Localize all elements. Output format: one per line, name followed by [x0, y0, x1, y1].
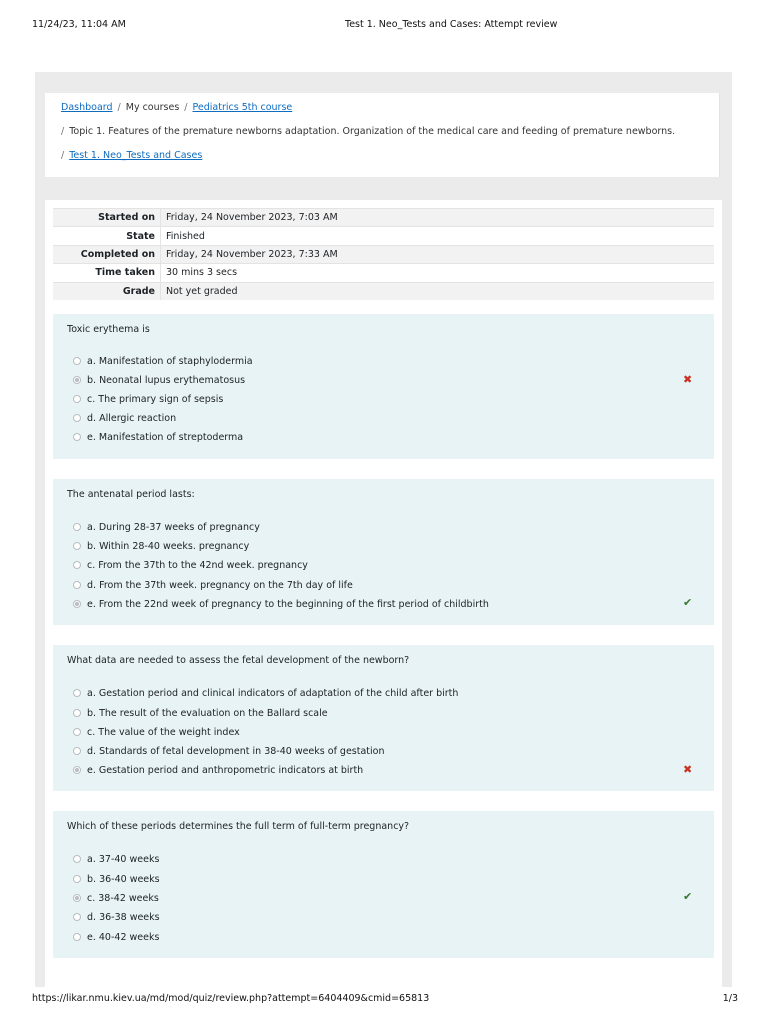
- summary-label: Completed on: [53, 245, 161, 263]
- answer-label: d. From the 37th week. pregnancy on the 7th day of life: [87, 580, 353, 591]
- print-datetime: 11/24/23, 11:04 AM: [32, 19, 126, 30]
- question-2: [53, 479, 714, 625]
- answer-option[interactable]: [73, 854, 159, 870]
- radio-button-selected[interactable]: [73, 766, 81, 774]
- breadcrumb-line-1: [61, 102, 292, 113]
- breadcrumb-course-link[interactable]: Pediatrics 5th course: [192, 102, 293, 113]
- question-1: [53, 314, 714, 459]
- radio-button[interactable]: [73, 542, 81, 550]
- radio-button[interactable]: [73, 581, 81, 589]
- answer-option[interactable]: [73, 560, 308, 576]
- answer-option[interactable]: [73, 708, 328, 724]
- radio-button-selected[interactable]: [73, 894, 81, 902]
- check-icon: ✔: [683, 890, 693, 903]
- answer-label: e. 40-42 weeks: [87, 932, 160, 943]
- answer-option[interactable]: [73, 394, 223, 410]
- radio-button[interactable]: [73, 747, 81, 755]
- radio-button[interactable]: [73, 855, 81, 863]
- answer-label: c. The primary sign of sepsis: [87, 394, 224, 405]
- answer-label: d. 36-38 weeks: [87, 912, 160, 923]
- answer-option[interactable]: [73, 599, 489, 615]
- breadcrumb-topic: Topic 1. Features of the premature newborns adaptation. Organization of the medical care and feeding of premature newborns.: [69, 126, 676, 137]
- answer-label: a. Gestation period and clinical indicators of adaptation of the child after birth: [87, 688, 459, 699]
- print-title: Test 1. Neo_Tests and Cases: Attempt review: [345, 19, 558, 30]
- radio-button[interactable]: [73, 561, 81, 569]
- breadcrumb-separator: /: [61, 150, 65, 161]
- breadcrumb-my-courses: My courses: [125, 102, 180, 113]
- attempt-summary-table: [53, 208, 714, 300]
- radio-button-selected[interactable]: [73, 600, 81, 608]
- answer-label: e. From the 22nd week of pregnancy to the beginning of the first period of childbirth: [87, 599, 489, 610]
- radio-button[interactable]: [73, 414, 81, 422]
- answer-label: c. The value of the weight index: [87, 727, 240, 738]
- summary-row: [53, 282, 714, 300]
- print-header: [32, 19, 738, 33]
- answer-option[interactable]: [73, 356, 253, 372]
- answer-label: e. Gestation period and anthropometric indicators at birth: [87, 765, 364, 776]
- answer-label: c. From the 37th to the 42nd week. pregnancy: [87, 560, 308, 571]
- question-text: What data are needed to assess the fetal development of the newborn?: [67, 655, 410, 666]
- answer-label: a. During 28-37 weeks of pregnancy: [87, 522, 260, 533]
- answer-option[interactable]: [73, 746, 385, 762]
- answer-label: b. The result of the evaluation on the Ballard scale: [87, 708, 328, 719]
- attempt-review-content: [45, 200, 722, 987]
- answer-label: d. Allergic reaction: [87, 413, 177, 424]
- summary-value: Finished: [161, 227, 715, 245]
- radio-button[interactable]: [73, 395, 81, 403]
- answer-option[interactable]: [73, 541, 249, 557]
- summary-value: Friday, 24 November 2023, 7:33 AM: [161, 245, 715, 263]
- breadcrumb-line-2: [61, 126, 675, 137]
- answer-label: a. 37-40 weeks: [87, 854, 160, 865]
- print-footer: [32, 993, 738, 1007]
- breadcrumb-separator: /: [184, 102, 188, 113]
- summary-row: [53, 227, 714, 245]
- radio-button[interactable]: [73, 913, 81, 921]
- answer-option[interactable]: [73, 874, 160, 890]
- answer-label: c. 38-42 weeks: [87, 893, 159, 904]
- summary-value: Not yet graded: [161, 282, 715, 300]
- radio-button[interactable]: [73, 933, 81, 941]
- radio-button[interactable]: [73, 728, 81, 736]
- answer-option[interactable]: [73, 932, 159, 948]
- check-icon: ✔: [683, 596, 693, 609]
- answer-option[interactable]: [73, 413, 176, 429]
- summary-label: Grade: [53, 282, 161, 300]
- question-text: Which of these periods determines the full term of full-term pregnancy?: [67, 821, 410, 832]
- radio-button[interactable]: [73, 875, 81, 883]
- answer-option[interactable]: [73, 893, 159, 909]
- print-url: https://likar.nmu.kiev.ua/md/mod/quiz/review.php?attempt=6404409&cmid=65813: [32, 993, 430, 1004]
- answer-label: e. Manifestation of streptoderma: [87, 432, 244, 443]
- breadcrumb-separator: /: [61, 126, 65, 137]
- answer-option[interactable]: [73, 580, 353, 596]
- summary-label: Time taken: [53, 264, 161, 282]
- radio-button[interactable]: [73, 709, 81, 717]
- question-text: The antenatal period lasts:: [67, 489, 195, 500]
- answer-option[interactable]: [73, 375, 245, 391]
- breadcrumb-line-3: [61, 150, 202, 161]
- summary-label: State: [53, 227, 161, 245]
- question-4: [53, 811, 714, 958]
- answer-option[interactable]: [73, 688, 458, 704]
- answer-option[interactable]: [73, 727, 240, 743]
- summary-value: Friday, 24 November 2023, 7:03 AM: [161, 209, 715, 227]
- answer-label: b. Within 28-40 weeks. pregnancy: [87, 541, 250, 552]
- breadcrumb-separator: /: [117, 102, 121, 113]
- radio-button[interactable]: [73, 433, 81, 441]
- breadcrumb-dashboard-link[interactable]: Dashboard: [61, 102, 113, 113]
- answer-label: d. Standards of fetal development in 38-40 weeks of gestation: [87, 746, 385, 757]
- summary-label: Started on: [53, 209, 161, 227]
- breadcrumb: [45, 93, 720, 177]
- summary-row: [53, 209, 714, 227]
- summary-row: [53, 245, 714, 263]
- print-page-number: 1/3: [722, 993, 738, 1004]
- cross-icon: ✖: [683, 373, 693, 386]
- answer-label: b. Neonatal lupus erythematosus: [87, 375, 246, 386]
- answer-label: b. 36-40 weeks: [87, 874, 160, 885]
- question-text: Toxic erythema is: [67, 324, 150, 335]
- answer-option[interactable]: [73, 522, 260, 538]
- answer-option[interactable]: [73, 432, 243, 448]
- summary-value: 30 mins 3 secs: [161, 264, 715, 282]
- answer-label: a. Manifestation of staphylodermia: [87, 356, 253, 367]
- breadcrumb-test-link[interactable]: Test 1. Neo_Tests and Cases: [69, 150, 203, 161]
- radio-button[interactable]: [73, 689, 81, 697]
- radio-button[interactable]: [73, 357, 81, 365]
- summary-row: [53, 264, 714, 282]
- radio-button[interactable]: [73, 523, 81, 531]
- question-3: [53, 645, 714, 791]
- answer-option[interactable]: [73, 765, 363, 781]
- cross-icon: ✖: [683, 763, 693, 776]
- radio-button-selected[interactable]: [73, 376, 81, 384]
- answer-option[interactable]: [73, 912, 160, 928]
